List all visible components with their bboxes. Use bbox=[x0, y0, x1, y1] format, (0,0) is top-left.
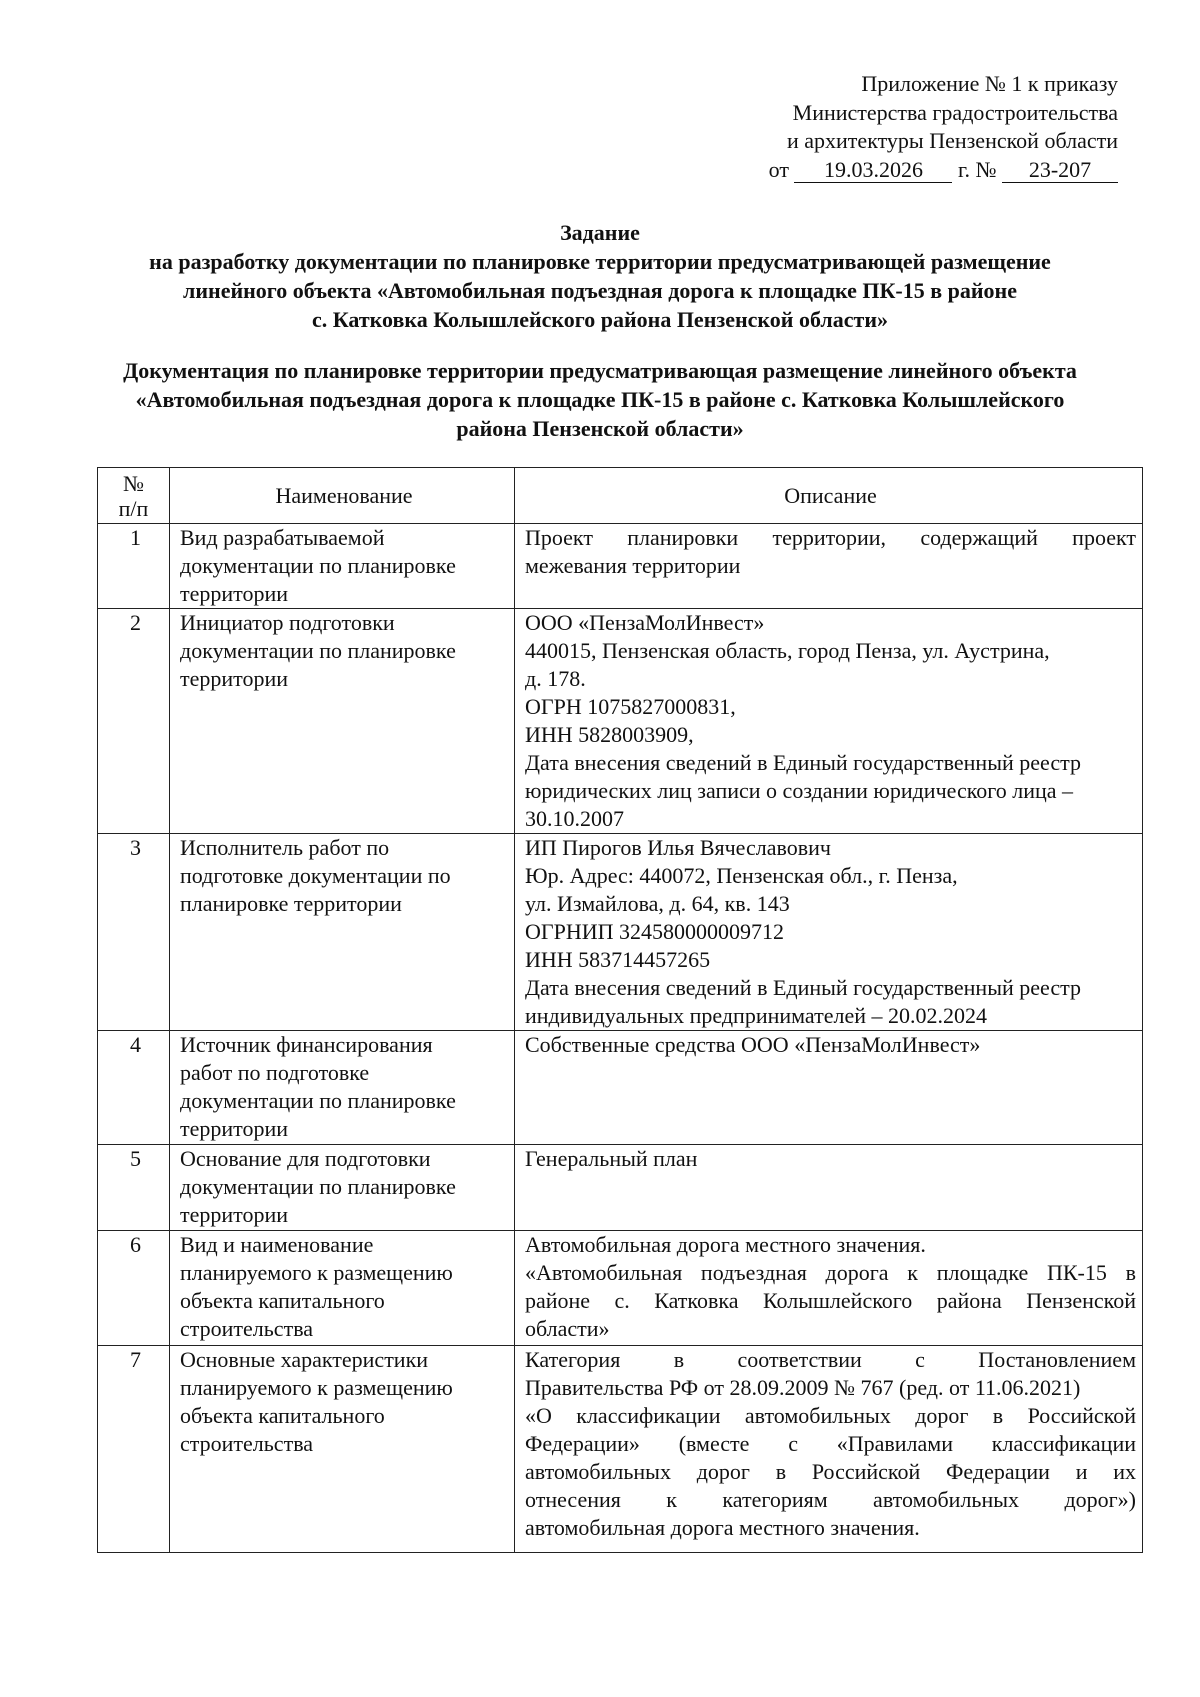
row-description-line: индивидуальных предпринимателей – 20.02.2024 bbox=[525, 1003, 987, 1028]
row-description-line: юридических лиц записи о создании юридического лица – bbox=[525, 778, 1074, 803]
row-name-line: Основание для подготовки bbox=[180, 1146, 431, 1171]
order-number: 23-207 bbox=[1002, 158, 1118, 183]
row-description-line: ОГРНИП 324580000009712 bbox=[525, 919, 785, 944]
row-name-line: Инициатор подготовки bbox=[180, 610, 395, 635]
row-description-line: Юр. Адрес: 440072, Пензенская обл., г. Пенза, bbox=[525, 863, 958, 888]
row-description-line: ул. Измайлова, д. 64, кв. 143 bbox=[525, 891, 790, 916]
row-name-line: территории bbox=[180, 1116, 289, 1141]
row-description-line: ОГРН 1075827000831, bbox=[525, 694, 736, 719]
row-name-line: работ по подготовке bbox=[180, 1060, 370, 1085]
row-number: 6 bbox=[98, 1231, 170, 1346]
table-row bbox=[98, 524, 1143, 609]
row-description-line: автомобильных дорог в Российской Федерации и их bbox=[525, 1459, 1136, 1484]
subtitle-line-1: Документация по планировке территории предусматривающая размещение линейного объекта bbox=[123, 358, 1077, 383]
row-description bbox=[515, 1031, 1143, 1145]
row-name-line: Источник финансирования bbox=[180, 1032, 433, 1057]
row-number: 5 bbox=[98, 1145, 170, 1231]
row-number: 3 bbox=[98, 834, 170, 1031]
table-body bbox=[98, 524, 1143, 1553]
row-name bbox=[170, 1346, 515, 1553]
row-name-line: территории bbox=[180, 666, 289, 691]
task-table bbox=[97, 467, 1143, 1553]
title-line-2: на разработку документации по планировке территории предусматривающей размещение bbox=[149, 249, 1051, 274]
row-name-line: территории bbox=[180, 1202, 289, 1227]
row-description-line: Дата внесения сведений в Единый государственный реестр bbox=[525, 975, 1081, 1000]
table-header-row bbox=[98, 468, 1143, 524]
subtitle-line-2: «Автомобильная подъездная дорога к площадке ПК-15 в районе с. Катковка Колышлейского bbox=[135, 387, 1065, 412]
row-name-line: строительства bbox=[180, 1431, 314, 1456]
row-description-line: Федерации» (вместе с «Правилами классификации bbox=[525, 1431, 1136, 1456]
row-name bbox=[170, 524, 515, 609]
row-name-line: документации по планировке bbox=[180, 1088, 456, 1113]
row-name-line: Исполнитель работ по bbox=[180, 835, 390, 860]
row-name-line: территории bbox=[180, 581, 289, 606]
title-line-3: линейного объекта «Автомобильная подъездная дорога к площадке ПК-15 в районе bbox=[183, 278, 1017, 303]
row-name bbox=[170, 834, 515, 1031]
row-description-line: отнесения к категориям автомобильных дорог») bbox=[525, 1487, 1136, 1512]
row-description-line: Собственные средства ООО «ПензаМолИнвест» bbox=[525, 1032, 981, 1057]
row-description-line: «О классификации автомобильных дорог в Российской bbox=[525, 1403, 1136, 1428]
year-label: г. № bbox=[957, 156, 997, 182]
row-description-line: области» bbox=[525, 1316, 610, 1341]
table-row bbox=[98, 1346, 1143, 1553]
row-name bbox=[170, 1231, 515, 1346]
row-name-line: документации по планировке bbox=[180, 553, 456, 578]
row-name-line: Вид и наименование bbox=[180, 1232, 374, 1257]
row-name-line: планировке территории bbox=[180, 891, 402, 916]
row-name-line: Вид разрабатываемой bbox=[180, 525, 385, 550]
row-description-line: Проект планировки территории, содержащий проект bbox=[525, 525, 1136, 550]
header-num bbox=[98, 468, 170, 524]
row-description-line: Автомобильная дорога местного значения. bbox=[525, 1232, 926, 1257]
row-description-line: районе с. Катковка Колышлейского района Пензенской bbox=[525, 1288, 1136, 1313]
row-description-line: Генеральный план bbox=[525, 1146, 698, 1171]
row-number: 1 bbox=[98, 524, 170, 609]
appendix-line-3: и архитектуры Пензенской области bbox=[787, 128, 1118, 153]
header-num-line-1: № bbox=[123, 470, 144, 496]
table-row bbox=[98, 1145, 1143, 1231]
row-number: 7 bbox=[98, 1346, 170, 1553]
row-description-line: ИП Пирогов Илья Вячеславович bbox=[525, 835, 831, 860]
row-description-line: ООО «ПензаМолИнвест» bbox=[525, 610, 765, 635]
title-line-4: с. Катковка Колышлейского района Пензенской области» bbox=[311, 307, 889, 332]
row-description bbox=[515, 524, 1143, 609]
document-subtitle bbox=[60, 356, 1140, 443]
subtitle-line-3: района Пензенской области» bbox=[456, 416, 744, 441]
appendix-header bbox=[598, 70, 1118, 184]
table-row bbox=[98, 834, 1143, 1031]
row-description-line: межевания территории bbox=[525, 553, 741, 578]
header-name: Наименование bbox=[170, 468, 515, 524]
from-label: от bbox=[768, 156, 789, 182]
row-description-line: д. 178. bbox=[525, 666, 586, 691]
row-description bbox=[515, 1145, 1143, 1231]
row-description-line: ИНН 5828003909, bbox=[525, 722, 694, 747]
row-description-line: «Автомобильная подъездная дорога к площадке ПК-15 в bbox=[525, 1260, 1136, 1285]
row-description bbox=[515, 1231, 1143, 1346]
title-line-1: Задание bbox=[560, 220, 640, 245]
row-description-line: автомобильная дорога местного значения. bbox=[525, 1515, 920, 1540]
row-name-line: объекта капитального bbox=[180, 1403, 385, 1428]
row-name-line: строительства bbox=[180, 1316, 314, 1341]
row-name bbox=[170, 1145, 515, 1231]
row-name-line: документации по планировке bbox=[180, 638, 456, 663]
row-name-line: документации по планировке bbox=[180, 1174, 456, 1199]
row-number: 2 bbox=[98, 609, 170, 834]
appendix-date-line bbox=[598, 156, 1118, 185]
row-name-line: подготовке документации по bbox=[180, 863, 451, 888]
header-num-line-2: п/п bbox=[118, 495, 149, 521]
appendix-line-1: Приложение № 1 к приказу bbox=[861, 71, 1118, 96]
row-name-line: планируемого к размещению bbox=[180, 1260, 453, 1285]
row-name-line: Основные характеристики bbox=[180, 1347, 429, 1372]
row-description-line: ИНН 583714457265 bbox=[525, 947, 711, 972]
row-name-line: планируемого к размещению bbox=[180, 1375, 453, 1400]
row-name bbox=[170, 609, 515, 834]
table-row bbox=[98, 1231, 1143, 1346]
document-title bbox=[60, 218, 1140, 334]
row-name bbox=[170, 1031, 515, 1145]
header-description: Описание bbox=[515, 468, 1143, 524]
row-description-line: 30.10.2007 bbox=[525, 806, 624, 831]
row-name-line: объекта капитального bbox=[180, 1288, 385, 1313]
row-description-line: Дата внесения сведений в Единый государственный реестр bbox=[525, 750, 1081, 775]
row-description-line: Правительства РФ от 28.09.2009 № 767 (ред. от 11.06.2021) bbox=[525, 1375, 1081, 1400]
row-description-line: 440015, Пензенская область, город Пенза, ул. Аустрина, bbox=[525, 638, 1050, 663]
table-row bbox=[98, 609, 1143, 834]
row-description bbox=[515, 1346, 1143, 1553]
row-description-line: Категория в соответствии с Постановлением bbox=[525, 1347, 1136, 1372]
row-number: 4 bbox=[98, 1031, 170, 1145]
appendix-line-2: Министерства градостроительства bbox=[792, 99, 1118, 125]
order-date: 19.03.2026 bbox=[794, 158, 952, 183]
row-description bbox=[515, 834, 1143, 1031]
row-description bbox=[515, 609, 1143, 834]
table-row bbox=[98, 1031, 1143, 1145]
